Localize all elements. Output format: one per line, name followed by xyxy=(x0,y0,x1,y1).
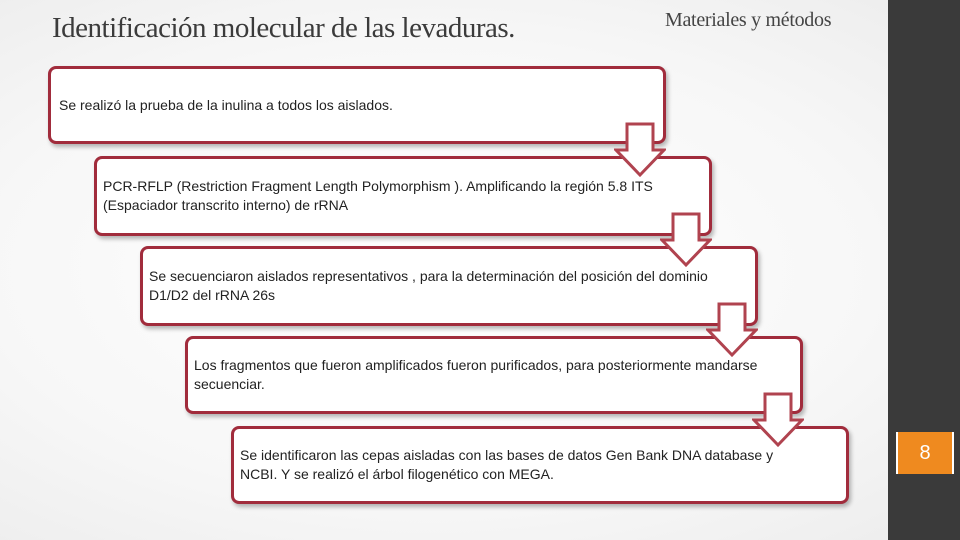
page-number: 8 xyxy=(919,441,931,464)
process-step-4-text: Los fragmentos que fueron amplificados fueron purificados, para posteriormente mandarse secuenciar. xyxy=(194,357,758,392)
down-arrow-icon xyxy=(752,392,804,448)
page-number-badge xyxy=(896,432,954,474)
down-arrow-icon xyxy=(706,302,758,358)
process-step-3-text: Se secuenciaron aislados representativos , para la determinación del posición del dominio D1/D2 del rRNA 26s xyxy=(149,268,708,303)
process-step-1-text: Se realizó la prueba de la inulina a todos los aislados. xyxy=(59,96,393,113)
process-step-1 xyxy=(48,66,666,144)
section-label: Materiales y métodos xyxy=(665,9,832,31)
down-arrow-icon xyxy=(660,212,712,268)
process-step-2-text: PCR-RFLP (Restriction Fragment Length Polymorphism ). Amplificando la región 5.8 ITS (Espaciador transcrito interno) de rRNA xyxy=(103,178,653,213)
slide-title: Identificación molecular de las levaduras. xyxy=(52,12,515,44)
process-step-5-text: Se identificaron las cepas aisladas con las bases de datos Gen Bank DNA database y NCBI. Y se realizó el árbol filogenético con MEGA. xyxy=(240,447,774,482)
down-arrow-icon xyxy=(614,122,666,178)
